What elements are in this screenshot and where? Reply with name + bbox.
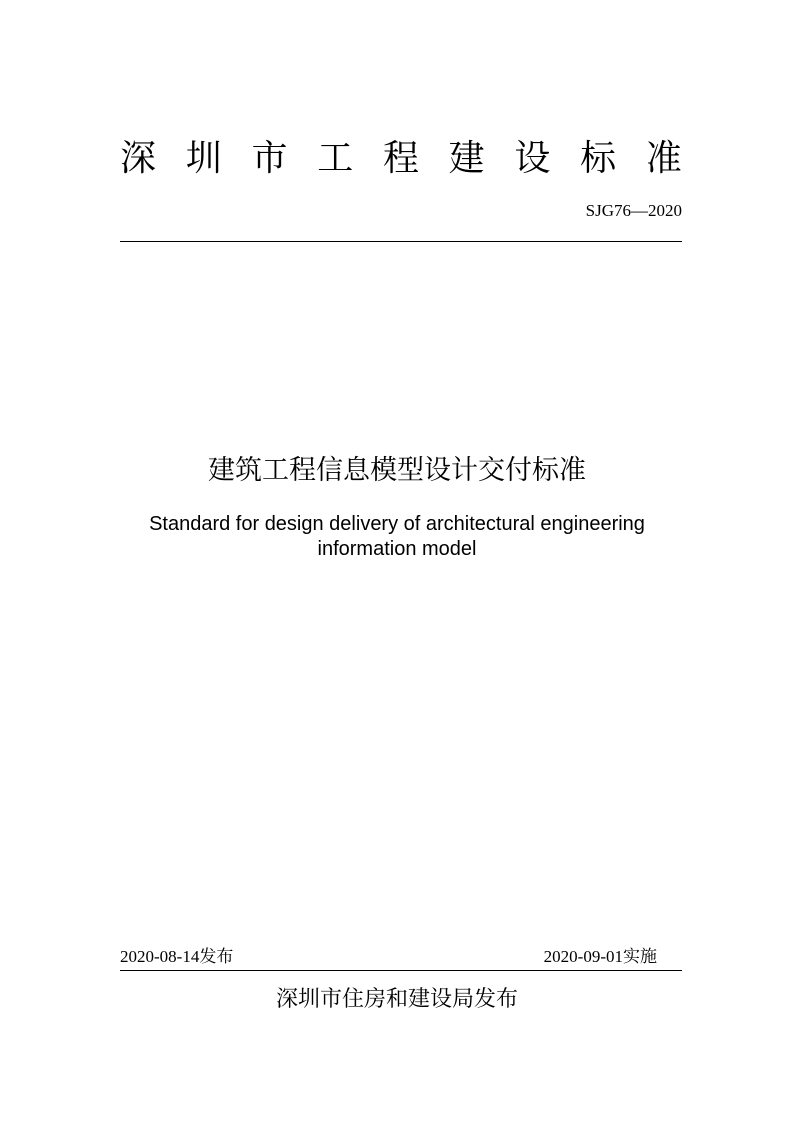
footer-divider [120, 970, 682, 971]
series-title [120, 133, 682, 185]
series-title-char: 深 [120, 138, 157, 179]
series-title-char: 工 [317, 138, 354, 179]
english-title-line: information model [317, 538, 477, 560]
publisher: 深圳市住房和建设局发布 [275, 987, 518, 1012]
header-divider [120, 241, 682, 242]
english-title-line: Standard for design delivery of architectural engineering [149, 513, 645, 535]
series-title-char: 圳 [185, 138, 222, 179]
series-title-char: 设 [514, 138, 551, 179]
implementation-date: 2020-09-01实施 [543, 947, 657, 966]
series-title-char: 市 [251, 138, 288, 179]
series-title-char: 建 [448, 138, 485, 179]
series-title-char: 程 [382, 138, 419, 179]
issue-date: 2020-08-14发布 [120, 947, 234, 966]
standard-number: SJG76—2020 [585, 201, 682, 220]
document-title-english [0, 512, 794, 562]
document-title-chinese: 建筑工程信息模型设计交付标准 [208, 455, 586, 486]
series-title-char: 准 [645, 138, 682, 179]
series-title-char: 标 [580, 138, 617, 179]
